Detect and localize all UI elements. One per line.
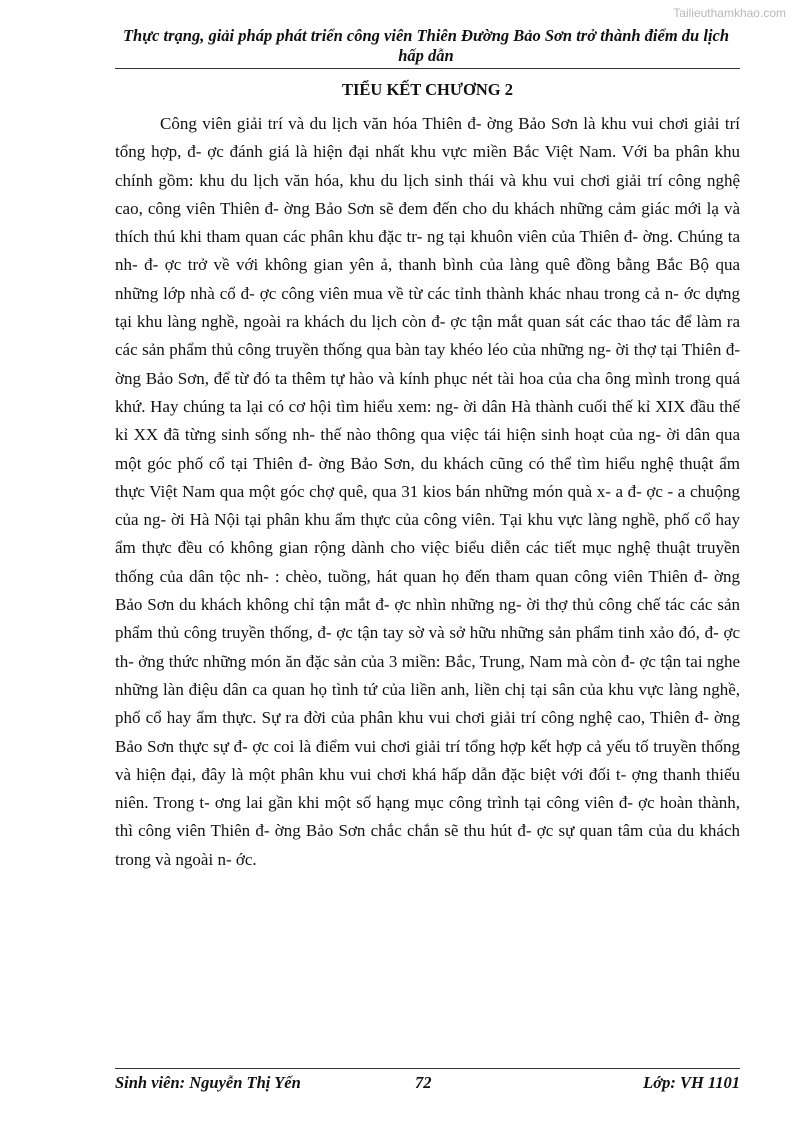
body-paragraph: Công viên giải trí và du lịch văn hóa Thiên đ- ờng Bảo Sơn là khu vui chơi giải trí tổng hợp, đ- ợc đánh giá là hiện đại nhất khu vực miền Bắc Việt Nam. Với ba phân khu chính gồm: khu du lịch văn hóa, khu du lịch sinh thái và khu vui chơi giải trí công nghệ cao, công viên Thiên đ- ờng Bảo Sơn sẽ đem đến cho du khách những cảm giác mới lạ và thích thú khi tham quan các phân khu đặc tr- ng tại khuôn viên của Thiên đ- ờng. Chúng ta nh- đ- ợc trở về với không gian yên ả, thanh bình của làng quê đồng bằng Bắc Bộ qua những lớp nhà cổ đ- ợc công viên mua về từ các tỉnh thành khác nhau trong cả n- ớc dựng tại khu làng nghề, ngoài ra khách du lịch còn đ- ợc tận mắt quan sát các thao tác để làm ra các sản phẩm thủ công truyền thống qua bàn tay khéo léo của những ng- ời thợ tại Thiên đ- ờng Bảo Sơn, để từ đó ta thêm tự hào và kính phục nét tài hoa của cha ông mình trong quá khứ. Hay chúng ta lại có cơ hội tìm hiểu xem: ng- ời dân Hà thành cuối thế kỉ XIX đầu thế kỉ XX đã từng sinh sống nh- thế nào thông qua việc tái hiện sinh hoạt của ng- ời dân qua một góc phố cổ tại Thiên đ- ờng Bảo Sơn, du khách cũng có thể tìm hiểu nghệ thuật ẩm thực Việt Nam qua một góc chợ quê, qua 31 kios bán những món quà x- a đ- ợc - a chuộng của ng- ời Hà Nội tại phân khu ẩm thực của công viên. Tại khu vực làng nghề, phố cổ hay ẩm thực đều có không gian rộng dành cho việc biểu diễn các tiết mục nghệ thuật truyền thống của dân tộc nh- : chèo, tuồng, hát quan họ đến tham quan công viên Thiên đ- ờng Bảo Sơn du khách không chỉ tận mắt đ- ợc nhìn những ng- ời thợ thủ công chế tác các sản phẩm thủ công truyền thống, đ- ợc tận tay sờ và sở hữu những sản phẩm tinh xảo đó, đ- ợc th- ởng thức những món ăn đặc sản của 3 miền: Bắc, Trung, Nam mà còn đ- ợc tận tai nghe những làn điệu dân ca quan họ tình tứ của liền anh, liền chị tại sân của khu vực làng nghề, phố cổ hay ẩm thực. Sự ra đời của phân khu vui chơi giải trí công nghệ cao, Thiên đ- ờng Bảo Sơn thực sự đ- ợc coi là điểm vui chơi giải trí tổng hợp kết hợp cả yếu tố truyền thống và hiện đại, đây là một phân khu vui chơi khá hấp dẫn đặc biệt với đối t- ợng thanh thiếu niên. Trong t- ơng lai gần khi một số hạng mục công trình tại công viên đ- ợc hoàn thành, thì công viên Thiên đ- ờng Bảo Sơn chắc chắn sẽ thu hút đ- ợc sự quan tâm của du khách trong và ngoài n- ớc.	[115, 114, 740, 869]
footer-page-number: 72	[415, 1073, 432, 1092]
page-footer	[115, 1073, 740, 1097]
running-header-title: Thực trạng, giải pháp phát triển công viên Thiên Đường Bảo Sơn trở thành điểm du lịch hấp dẫn	[122, 26, 730, 65]
footer-divider	[115, 1068, 740, 1069]
footer-class-code: Lớp: VH 1101	[643, 1073, 740, 1092]
chapter-summary-heading: TIỂU KẾT CHƯƠNG 2	[342, 80, 513, 99]
footer-student-name: Sinh viên: Nguyễn Thị Yến	[115, 1073, 301, 1092]
watermark-text: Tailieuthamkhao.com	[673, 6, 786, 20]
header-divider	[115, 68, 740, 69]
